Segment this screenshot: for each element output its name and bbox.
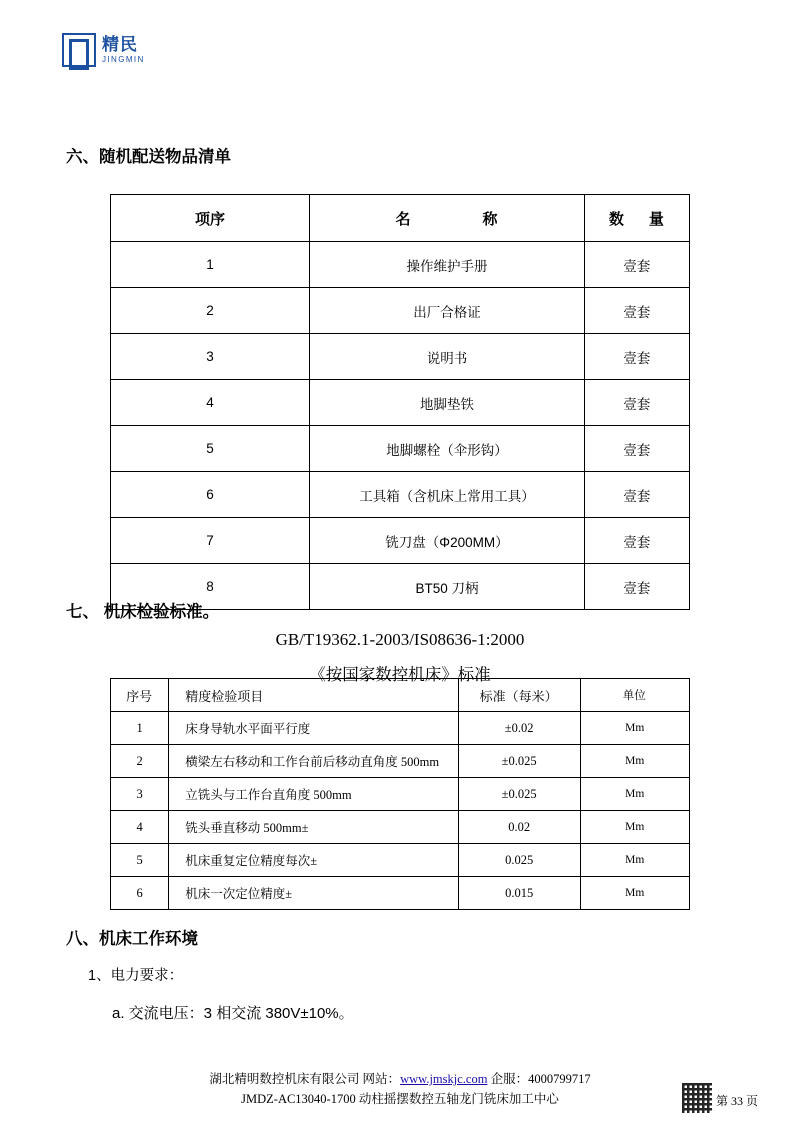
cell-unit: Mm [580,877,689,910]
table-row [111,380,690,426]
cell-unit: Mm [580,745,689,778]
cell-standard: ±0.025 [458,778,580,811]
cell-standard: ±0.02 [458,712,580,745]
cell-name: 地脚螺栓（伞形钩） [310,426,585,472]
cell-name: 工具箱（含机床上常用工具） [310,472,585,518]
cell-index: 2 [111,288,310,334]
cell-no: 2 [111,745,169,778]
header-name: 名 称 [310,195,585,242]
cell-standard: 0.02 [458,811,580,844]
cell-standard: 0.025 [458,844,580,877]
cell-item: 铣头垂直移动 500mm± [169,811,459,844]
section-seven-heading: 七、 机床检验标准。 [66,603,220,621]
footer-service: 企服：4000799717 [487,1072,591,1087]
logo-mark-icon [62,33,96,67]
table-row [111,844,690,877]
voltage-spec: a. 交流电压：3 相交流 380V±10%。 [112,1005,354,1022]
standard-name: 《按国家数控机床》标准 [309,665,491,684]
header-qty: 数 量 [584,195,689,242]
header-item: 精度检验项目 [169,679,459,712]
cell-name: 说明书 [310,334,585,380]
section-eight-heading: 八、机床工作环境 [66,930,198,948]
packing-list-table [110,194,690,610]
cell-item: 机床一次定位精度± [169,877,459,910]
cell-item: 床身导轨水平面平行度 [169,712,459,745]
table-row [111,778,690,811]
cell-qty: 壹套 [584,472,689,518]
header-no: 序号 [111,679,169,712]
cell-standard: ±0.025 [458,745,580,778]
cell-qty: 壹套 [584,518,689,564]
cell-name: 操作维护手册 [310,242,585,288]
table-header-row [111,195,690,242]
logo-text [102,36,145,64]
cell-qty: 壹套 [584,242,689,288]
page-number: 第 33 页 [715,1094,758,1108]
cell-item: 横梁左右移动和工作台前后移动直角度 500mm [169,745,459,778]
logo-chinese-name: 精民 [102,35,138,54]
header-index: 项序 [111,195,310,242]
footer-website-link[interactable]: www.jmskjc.com [400,1072,488,1087]
footer-line-1 [0,1070,800,1089]
cell-index: 4 [111,380,310,426]
table-row [111,877,690,910]
cell-index: 7 [111,518,310,564]
cell-no: 3 [111,778,169,811]
table-row [111,712,690,745]
table-row [111,288,690,334]
header-standard: 标准（每米） [458,679,580,712]
standard-code: GB/T19362.1-2003/IS08636-1:2000 [275,630,525,649]
table-row [111,811,690,844]
cell-no: 5 [111,844,169,877]
cell-index: 3 [111,334,310,380]
qr-code-icon [682,1083,712,1113]
cell-index: 1 [111,242,310,288]
cell-unit: Mm [580,778,689,811]
page-footer [0,1070,800,1109]
cell-no: 6 [111,877,169,910]
footer-company: 湖北精明数控机床有限公司 网站： [209,1072,401,1087]
header-unit: 单位 [580,679,689,712]
cell-standard: 0.015 [458,877,580,910]
cell-no: 1 [111,712,169,745]
table-row [111,745,690,778]
inspection-standard-table [110,678,690,910]
cell-qty: 壹套 [584,426,689,472]
table-row [111,334,690,380]
cell-unit: Mm [580,712,689,745]
cell-unit: Mm [580,811,689,844]
cell-index: 5 [111,426,310,472]
cell-qty: 壹套 [584,380,689,426]
cell-qty: 壹套 [584,288,689,334]
power-requirement-label: 1、电力要求： [88,968,184,984]
cell-qty: 壹套 [584,564,689,610]
cell-index: 8 [111,564,310,610]
logo-english-name: JINGMIN [102,55,145,64]
cell-qty: 壹套 [584,334,689,380]
cell-name: BT50 刀柄 [310,564,585,610]
table-row [111,472,690,518]
cell-index: 6 [111,472,310,518]
cell-unit: Mm [580,844,689,877]
table-row [111,426,690,472]
cell-name: 地脚垫铁 [310,380,585,426]
table-header-row [111,679,690,712]
cell-no: 4 [111,811,169,844]
company-logo [62,33,145,67]
cell-item: 立铣头与工作台直角度 500mm [169,778,459,811]
cell-item: 机床重复定位精度每次± [169,844,459,877]
table-row [111,242,690,288]
section-six-heading: 六、随机配送物品清单 [66,148,231,166]
cell-name: 铣刀盘（Φ200MM） [310,518,585,564]
footer-line-2: JMDZ-AC13040-1700 动柱摇摆数控五轴龙门铣床加工中心 [241,1091,559,1106]
table-row [111,518,690,564]
cell-name: 出厂合格证 [310,288,585,334]
